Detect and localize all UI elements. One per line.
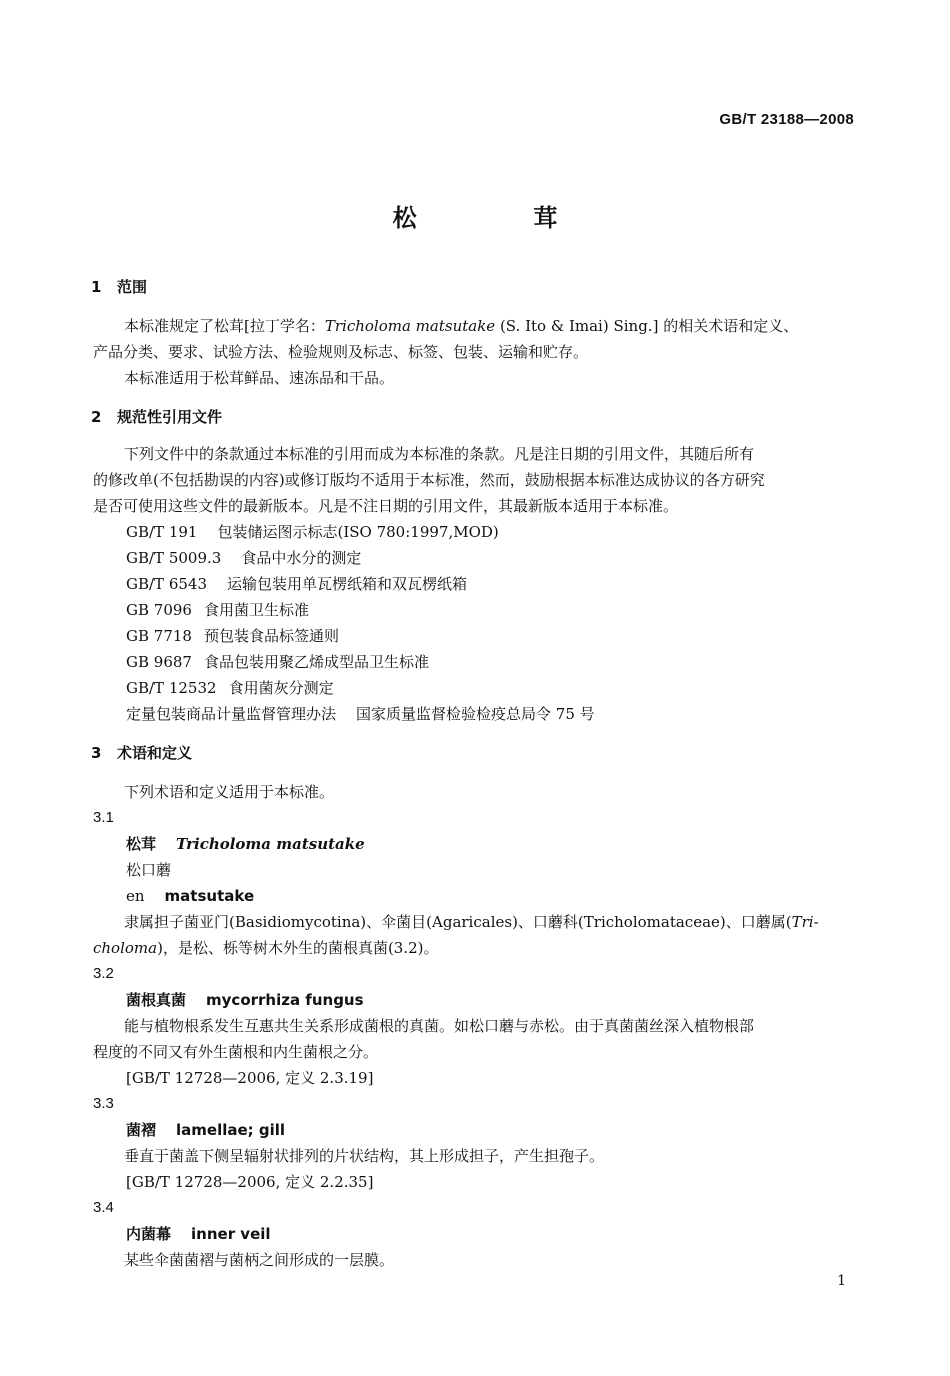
section-2-para-line-2: 的修改单(不包括勘误的内容)或修订版均不适用于本标准，然而，鼓励根据本标准达成协议的各方研究 (93, 471, 765, 489)
section-title: 规范性引用文件 (117, 408, 223, 426)
page-number: 1 (837, 1273, 846, 1289)
reference-code: 定量包装商品计量监督管理办法 (126, 705, 337, 723)
reference-item (126, 626, 339, 646)
section-number: 1 (91, 278, 102, 296)
term-definition-line-2: 程度的不同又有外生菌根和内生菌根之分。 (93, 1043, 379, 1061)
reference-title: 食品包装用聚乙烯成型品卫生标准 (203, 653, 429, 671)
reference-item (126, 600, 309, 620)
reference-item (126, 652, 429, 672)
title-char-2: 茸 (533, 204, 558, 232)
reference-item (126, 522, 499, 542)
term-source: [GB/T 12728—2006, 定义 2.3.19] (126, 1069, 374, 1087)
term-chinese: 菌根真菌 (126, 991, 187, 1009)
section-2-heading (91, 407, 222, 427)
term-definition-line-1: 隶属担子菌亚门(Basidiomycotina)、伞菌目(Agaricales)、口蘑科(Tricholomataceae)、口蘑属(Tri- (124, 913, 819, 931)
latin-name: Tricholoma matsutake (324, 317, 496, 335)
reference-title: 包装储运图示标志(ISO 780:1997,MOD) (217, 523, 499, 541)
term-definition-line-1: 垂直于菌盖下侧呈辐射状排列的片状结构，其上形成担子，产生担孢子。 (124, 1147, 605, 1165)
section-title: 术语和定义 (117, 744, 193, 762)
term-entry (126, 834, 365, 854)
section-1-heading (91, 277, 147, 297)
reference-title: 国家质量监督检验检疫总局令 75 号 (356, 705, 595, 723)
term-definition-line-1: 某些伞菌菌褶与菌柄之间形成的一层膜。 (124, 1251, 395, 1269)
term-english: inner veil (191, 1225, 271, 1243)
reference-code: GB/T 12532 (126, 679, 217, 697)
term-number: 3.1 (93, 809, 114, 826)
reference-code: GB 9687 (126, 653, 192, 671)
section-1-para-2: 本标准适用于松茸鲜品、速冻品和干品。 (124, 369, 395, 387)
term-synonym: 松口蘑 (126, 861, 172, 879)
term-english (126, 886, 254, 906)
term-entry (126, 990, 364, 1010)
reference-title: 预包装食品标签通则 (203, 627, 339, 645)
term-chinese: 内菌幕 (126, 1225, 172, 1243)
term-chinese: 松茸 (126, 835, 157, 853)
section-number: 3 (91, 744, 102, 762)
term-definition-line-1: 能与植物根系发生互惠共生关系形成菌根的真菌。如松口蘑与赤松。由于真菌菌丝深入植物根部 (124, 1017, 755, 1035)
section-2-para-line-3: 是否可使用这些文件的最新版本。凡是不注日期的引用文件，其最新版本适用于本标准。 (93, 497, 679, 515)
reference-title: 食用菌卫生标准 (203, 601, 309, 619)
reference-title: 运输包装用单瓦楞纸箱和双瓦楞纸箱 (227, 575, 468, 593)
section-title: 范围 (117, 278, 148, 296)
reference-code: GB/T 191 (126, 523, 198, 541)
section-3-intro: 下列术语和定义适用于本标准。 (124, 783, 335, 801)
section-1-para-1-line-2: 产品分类、要求、试验方法、检验规则及标志、标签、包装、运输和贮存。 (93, 343, 589, 361)
language-label: en (126, 887, 145, 905)
term-chinese: 菌褶 (126, 1121, 157, 1139)
reference-code: GB 7096 (126, 601, 192, 619)
reference-code: GB 7718 (126, 627, 192, 645)
term-english: mycorrhiza fungus (206, 991, 364, 1009)
term-entry (126, 1120, 285, 1140)
term-number: 3.2 (93, 965, 114, 982)
section-3-heading (91, 743, 192, 763)
section-1-para-1-line-1: 本标准规定了松茸[拉丁学名：Tricholoma matsutake (S. Ito & Imai) Sing.] 的相关术语和定义、 (124, 317, 799, 335)
term-source: [GB/T 12728—2006, 定义 2.2.35] (126, 1173, 374, 1191)
section-2-para-line-1: 下列文件中的条款通过本标准的引用而成为本标准的条款。凡是注日期的引用文件，其随后所有 (124, 445, 755, 463)
reference-item (126, 678, 334, 698)
term-number: 3.3 (93, 1095, 114, 1112)
term-entry (126, 1224, 271, 1244)
standard-code: GB/T 23188—2008 (719, 111, 854, 128)
reference-title: 食品中水分的测定 (241, 549, 362, 567)
term-english: lamellae; gill (176, 1121, 286, 1139)
reference-code: GB/T 6543 (126, 575, 208, 593)
section-number: 2 (91, 408, 102, 426)
reference-code: GB/T 5009.3 (126, 549, 222, 567)
reference-item (126, 548, 361, 568)
page-title (0, 198, 950, 233)
term-latin: Tricholoma matsutake (176, 835, 365, 853)
term-number: 3.4 (93, 1199, 114, 1216)
title-char-1: 松 (392, 204, 417, 232)
term-definition-line-2: choloma)，是松、栎等树木外生的菌根真菌(3.2)。 (93, 939, 439, 957)
reference-title: 食用菌灰分测定 (228, 679, 334, 697)
reference-item (126, 704, 595, 724)
english-term: matsutake (164, 887, 255, 905)
reference-item (126, 574, 467, 594)
